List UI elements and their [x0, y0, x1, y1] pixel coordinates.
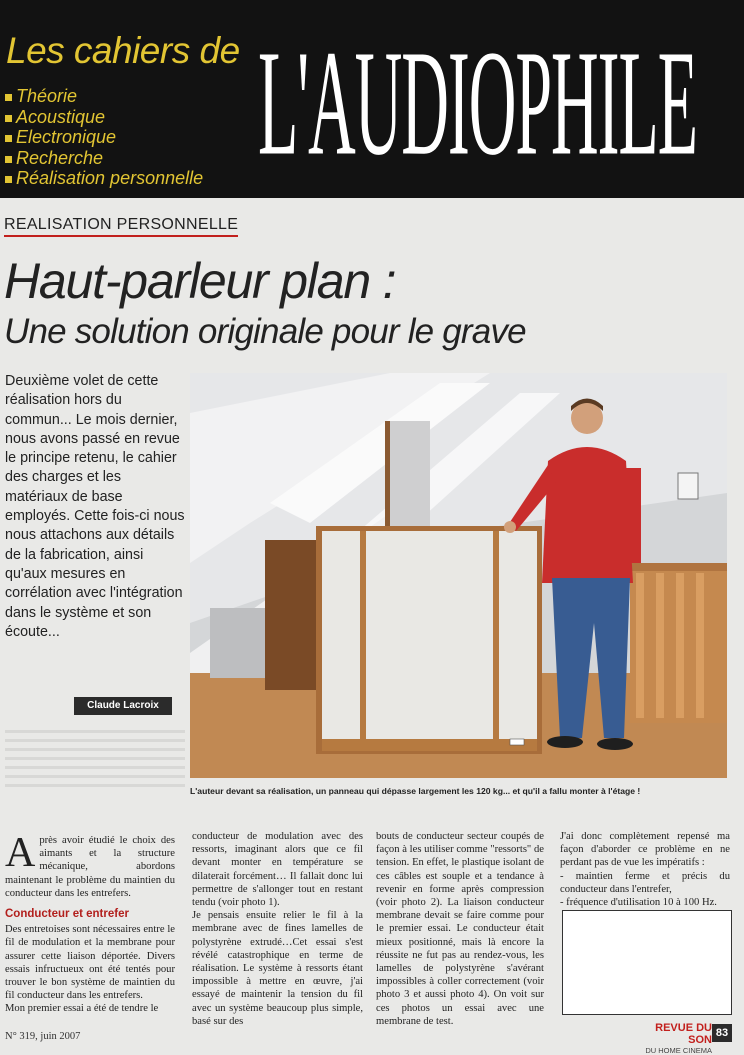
magazine-logo [632, 1022, 712, 1055]
paragraph: J'ai donc complètement repensé ma façon d'aborder ce problème en ne perdant pas de vue les impératifs : [560, 831, 730, 869]
logo-line-2: DU HOME CINEMA [645, 1046, 712, 1055]
square-bullet-icon [5, 156, 12, 163]
drop-cap: A [5, 830, 36, 876]
issue-info: N° 319, juin 2007 [5, 1031, 81, 1042]
show-through-text [5, 730, 185, 800]
body-column-1 [5, 830, 175, 1016]
topic-item: Acoustique [5, 107, 203, 128]
paragraph: près avoir étudié le choix des aimants et la structure mécanique, abordons maintenant le problème du maintien du conducteur dans les entrefers. [5, 835, 175, 899]
square-bullet-icon [5, 94, 12, 101]
page-number: 83 [712, 1024, 732, 1042]
masthead [0, 0, 744, 198]
body-column-3 [376, 830, 544, 1028]
article-photo [190, 373, 727, 778]
topic-item: Recherche [5, 148, 203, 169]
blank-box [562, 910, 732, 1015]
topic-item: Réalisation personnelle [5, 168, 203, 189]
article-subtitle: Une solution originale pour le grave [4, 312, 526, 351]
body-column-2 [192, 830, 363, 1028]
brand-big-title: L'AUDIOPHILE [258, 19, 697, 187]
logo-line-1: REVUE DU SON [655, 1022, 712, 1046]
paragraph: conducteur de modulation avec des ressorts, imaginant alors que ce fil devant monter en température se dilaterait forcément… Il fallait donc lui permettre de s'allonger tout en restant tendu (voir photo 1). [192, 831, 363, 909]
paragraph: - fréquence d'utilisation 10 à 100 Hz. [560, 897, 717, 909]
author-badge: Claude Lacroix [74, 697, 172, 715]
paragraph: bouts de conducteur secteur coupés de façon à les utiliser comme "ressorts" de tension. En effet, le plastique isolant de ces câbles est souple et a tendance à revenir en forme après compression (voir photo 2). La liaison conducteur membrane devait se faire comme pour le premier essai. Le conducteur était mieux positionné, mais là encore la réussite ne fut pas au rendez-vous, les lamelles de polystyrène s'avérant impossibles à coller correctement (voir photo 3 et aussi photo 4). On voit sur ces photos un essai avec une membrane de test. [376, 831, 544, 1027]
topic-item: Electronique [5, 127, 203, 148]
topic-list [5, 86, 203, 189]
square-bullet-icon [5, 135, 12, 142]
square-bullet-icon [5, 115, 12, 122]
section-label: REALISATION PERSONNELLE [4, 216, 238, 237]
paragraph: - maintien ferme et précis du conducteur dans l'entrefer, [560, 870, 730, 895]
paragraph: Je pensais ensuite relier le fil à la membrane avec de fines lamelles de polystyrène extrudé…Cet essai s'est révélé catastrophique en terme de réalisation. Le système à ressorts étant impossible à mettre en œuvre, j'ai essayé de maintenir la tension du fil avec un système beaucoup plus simple, basé sur des [192, 910, 363, 1027]
body-column-4 [560, 830, 730, 909]
topic-item: Théorie [5, 86, 203, 107]
subheading: Conducteur et entrefer [5, 908, 129, 921]
article-title: Haut-parleur plan : [4, 253, 396, 309]
square-bullet-icon [5, 176, 12, 183]
brand-small-title: Les cahiers de [6, 30, 240, 71]
paragraph: Mon premier essai a été de tendre le [5, 1003, 159, 1015]
photo-caption: L'auteur devant sa réalisation, un panneau qui dépasse largement les 120 kg... et qu'il a fallu monter à l'étage ! [190, 786, 641, 796]
paragraph: Des entretoises sont nécessaires entre le fil de modulation et la membrane pour assurer cette liaison déportée. Divers essais infructueux ont été tentés pour trouver le bon système de maintien du fil conducteur dans les entrefers. [5, 924, 175, 1002]
article-intro: Deuxième volet de cette réalisation hors du commun... Le mois dernier, nous avons passé en revue le principe retenu, le cahier des charges et les matériaux de base employés. Cette fois-ci nous nous attachons aux détails de la fabrication, ainsi qu'aux mesures en corrélation avec l'intégration dans le système et son écoute... [5, 373, 185, 640]
